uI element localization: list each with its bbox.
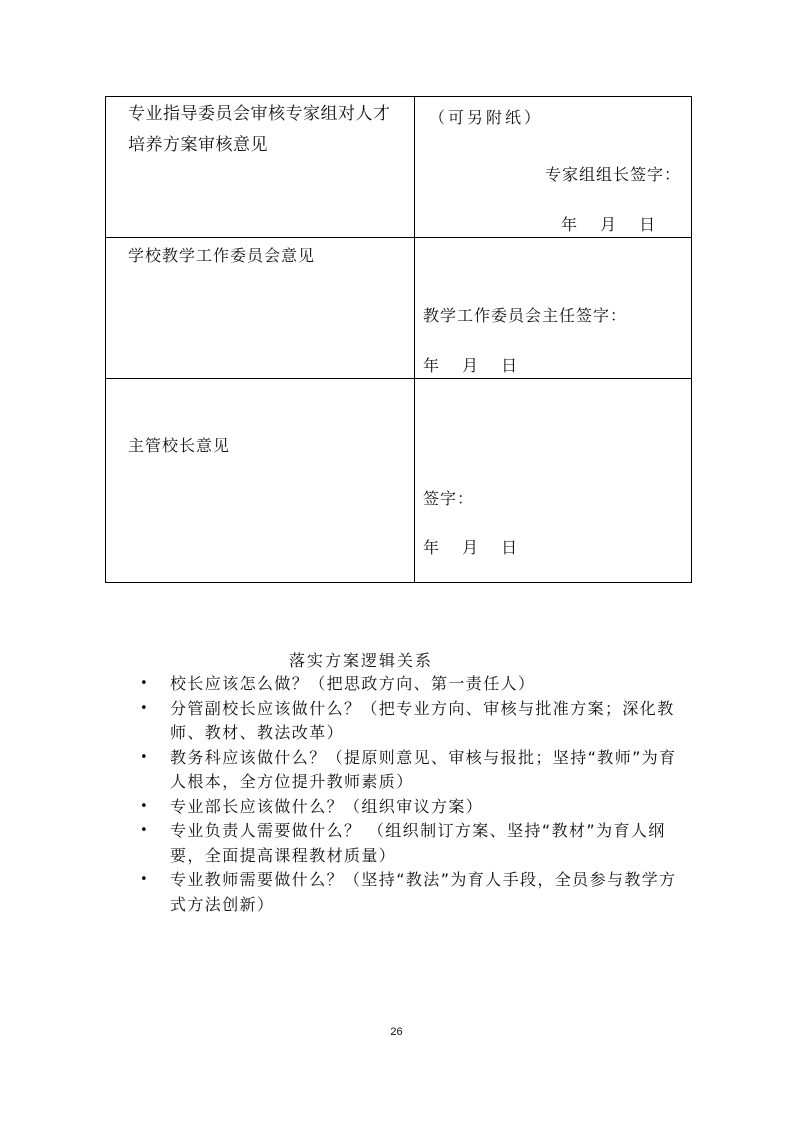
bullet-icon: • [140, 872, 150, 887]
date-label: 年 月 日 [561, 215, 657, 234]
section-title: 落实方案逻辑关系 [289, 651, 434, 670]
list-item [140, 795, 680, 820]
list-item-text: 专业教师需要做什么？（坚持“教法”为育人手段，全员参与教学方式方法创新） [170, 870, 677, 914]
logic-list [140, 672, 680, 917]
list-item-text: 分管副校长应该做什么？（把专业方向、审核与批准方案；深化教师、教材、教法改革） [170, 698, 675, 742]
row-label-cell [106, 97, 415, 238]
row-label-cell [106, 379, 415, 583]
list-item [140, 697, 680, 746]
table-row [106, 97, 692, 238]
list-item [140, 868, 680, 917]
approval-table [105, 96, 692, 583]
teaching-committee-label: 学校教学工作委员会意见 [128, 246, 316, 265]
bullet-icon: • [140, 749, 150, 765]
page-number: 26 [390, 1026, 403, 1038]
bullet-icon: • [140, 798, 150, 814]
list-item [140, 672, 680, 697]
signature-label: 签字： [423, 489, 475, 508]
opinion-cell [415, 379, 692, 583]
list-item-text: 专业部长应该做什么？（组织审议方案） [170, 796, 484, 816]
bullet-icon: • [140, 700, 150, 716]
row-label-cell [106, 238, 415, 379]
expert-leader-signature-label: 专家组组长签字： [544, 165, 681, 184]
table-row [106, 379, 692, 583]
bullet-icon: • [140, 676, 150, 691]
list-item-text: 教务科应该做什么？（提原则意见、审核与报批；坚持“教师”为育人根本，全方位提升教师素质） [170, 747, 677, 791]
opinion-cell [415, 97, 692, 238]
bullet-icon: • [140, 823, 150, 838]
committee-director-signature-label: 教学工作委员会主任签字： [423, 306, 628, 325]
list-item-text: 专业负责人需要做什么？ （组织制订方案、坚持“教材”为育人纲要，全面提高课程教材质量） [170, 821, 666, 865]
attachment-note: （可另附纸） [429, 108, 544, 127]
date-label: 年 月 日 [423, 538, 519, 557]
expert-review-label: 专业指导委员会审核专家组对人才培养方案审核意见 [128, 104, 391, 155]
list-item [140, 746, 680, 795]
table-row [106, 238, 692, 379]
list-item-text: 校长应该怎么做？（把思政方向、第一责任人） [170, 674, 536, 693]
principal-opinion-label: 主管校长意见 [128, 436, 231, 455]
opinion-cell [415, 238, 692, 379]
list-item [140, 819, 680, 868]
date-label: 年 月 日 [423, 356, 519, 375]
